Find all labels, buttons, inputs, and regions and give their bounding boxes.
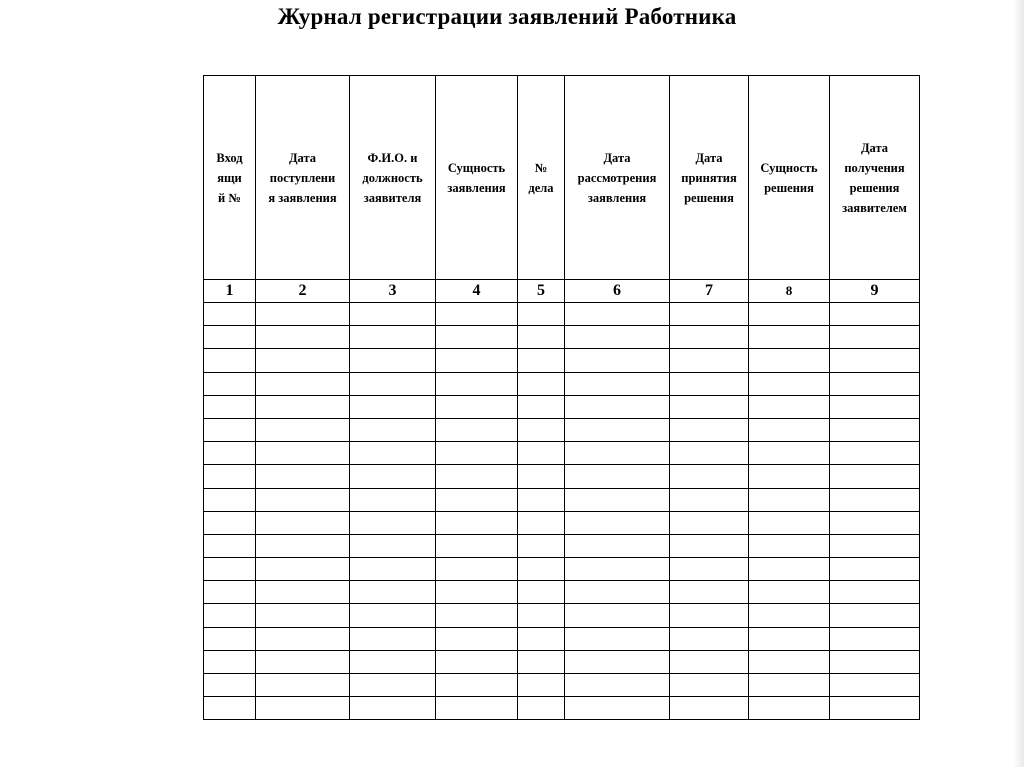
column-header-line: поступлени xyxy=(269,170,336,185)
table-cell xyxy=(565,395,670,418)
table-cell xyxy=(204,650,256,673)
table-cell xyxy=(256,326,350,349)
column-header-line: Дата xyxy=(860,140,889,155)
table-cell xyxy=(204,488,256,511)
table-cell xyxy=(350,303,436,326)
table-cell xyxy=(204,558,256,581)
table-cell xyxy=(350,511,436,534)
column-number-4: 4 xyxy=(436,280,518,303)
table-cell xyxy=(256,650,350,673)
table-cell xyxy=(749,650,830,673)
table-cell xyxy=(350,627,436,650)
table-cell xyxy=(256,442,350,465)
table-cell xyxy=(749,418,830,441)
table-cell xyxy=(565,349,670,372)
table-cell xyxy=(830,604,920,627)
table-cell xyxy=(350,395,436,418)
table-row xyxy=(204,395,920,418)
column-header-line: ящи xyxy=(217,170,242,185)
table-cell xyxy=(830,558,920,581)
column-number-1: 1 xyxy=(204,280,256,303)
table-cell xyxy=(518,511,565,534)
table-cell xyxy=(830,465,920,488)
table-cell xyxy=(256,511,350,534)
table-cell xyxy=(565,303,670,326)
table-cell xyxy=(436,511,518,534)
table-cell xyxy=(204,442,256,465)
table-row xyxy=(204,372,920,395)
table-cell xyxy=(518,534,565,557)
table-cell xyxy=(518,488,565,511)
column-header-line: Сущность xyxy=(760,160,818,175)
table-cell xyxy=(830,326,920,349)
table-cell xyxy=(518,395,565,418)
table-cell xyxy=(565,674,670,697)
table-cell xyxy=(204,303,256,326)
table-cell xyxy=(256,604,350,627)
table-cell xyxy=(670,372,749,395)
column-header-line: заявителем xyxy=(842,200,907,215)
column-header-line: й № xyxy=(218,190,241,205)
table-cell xyxy=(436,627,518,650)
table-cell xyxy=(670,581,749,604)
table-cell xyxy=(830,534,920,557)
table-cell xyxy=(749,395,830,418)
table-cell xyxy=(830,581,920,604)
table-cell xyxy=(204,465,256,488)
table-cell xyxy=(830,511,920,534)
table-cell xyxy=(749,558,830,581)
table-cell xyxy=(204,581,256,604)
table-cell xyxy=(350,418,436,441)
table-cell xyxy=(565,581,670,604)
table-cell xyxy=(670,395,749,418)
table-cell xyxy=(256,349,350,372)
table-cell xyxy=(436,558,518,581)
table-row xyxy=(204,558,920,581)
table-cell xyxy=(518,372,565,395)
table-cell xyxy=(436,349,518,372)
table-row xyxy=(204,604,920,627)
column-number-3: 3 xyxy=(350,280,436,303)
table-cell xyxy=(518,418,565,441)
table-cell xyxy=(436,442,518,465)
table-cell xyxy=(256,395,350,418)
column-header-line: получения xyxy=(844,160,905,175)
column-number-5: 5 xyxy=(518,280,565,303)
table-cell xyxy=(256,674,350,697)
column-header-line: я заявления xyxy=(268,190,337,205)
table-cell xyxy=(436,581,518,604)
column-header-line: Сущность xyxy=(447,160,506,175)
table-cell xyxy=(749,442,830,465)
table-cell xyxy=(670,558,749,581)
table-cell xyxy=(256,418,350,441)
table-cell xyxy=(256,697,350,720)
table-cell xyxy=(350,604,436,627)
column-number-9: 9 xyxy=(830,280,920,303)
table-row xyxy=(204,534,920,557)
column-header-line: решения xyxy=(684,190,734,205)
table-cell xyxy=(565,326,670,349)
table-cell xyxy=(749,488,830,511)
table-cell xyxy=(830,349,920,372)
table-cell xyxy=(436,534,518,557)
table-row xyxy=(204,303,920,326)
column-header-1 xyxy=(204,76,256,280)
table-cell xyxy=(518,627,565,650)
table-cell xyxy=(749,349,830,372)
table-cell xyxy=(830,303,920,326)
table-cell xyxy=(670,674,749,697)
table-cell xyxy=(830,488,920,511)
table-cell xyxy=(670,442,749,465)
column-header-line: Ф.И.О. и xyxy=(367,150,418,165)
table-cell xyxy=(350,465,436,488)
table-cell xyxy=(256,488,350,511)
table-cell xyxy=(749,581,830,604)
table-cell xyxy=(749,697,830,720)
table-cell xyxy=(256,627,350,650)
table-cell xyxy=(670,627,749,650)
column-header-9 xyxy=(830,76,920,280)
column-header-5 xyxy=(518,76,565,280)
table-cell xyxy=(518,604,565,627)
table-cell xyxy=(350,581,436,604)
table-cell xyxy=(830,674,920,697)
table-cell xyxy=(350,372,436,395)
column-number-row xyxy=(204,280,920,303)
table-cell xyxy=(436,604,518,627)
table-cell xyxy=(204,511,256,534)
table-row xyxy=(204,349,920,372)
table-cell xyxy=(830,650,920,673)
table-cell xyxy=(350,442,436,465)
table-row xyxy=(204,488,920,511)
table-cell xyxy=(749,604,830,627)
table-cell xyxy=(565,604,670,627)
table-cell xyxy=(670,650,749,673)
column-header-3 xyxy=(350,76,436,280)
table-cell xyxy=(518,303,565,326)
column-header-line: Дата xyxy=(288,150,317,165)
table-cell xyxy=(749,511,830,534)
table-cell xyxy=(565,558,670,581)
column-number-8: 8 xyxy=(749,280,830,303)
table-cell xyxy=(565,488,670,511)
table-cell xyxy=(436,650,518,673)
table-cell xyxy=(830,372,920,395)
table-cell xyxy=(204,627,256,650)
table-cell xyxy=(749,303,830,326)
table-cell xyxy=(350,349,436,372)
column-header-4 xyxy=(436,76,518,280)
table-cell xyxy=(565,534,670,557)
column-number-2: 2 xyxy=(256,280,350,303)
table-cell xyxy=(436,465,518,488)
column-header-line: решения xyxy=(764,180,814,195)
table-cell xyxy=(670,534,749,557)
table-cell xyxy=(518,442,565,465)
table-cell xyxy=(204,372,256,395)
table-cell xyxy=(436,488,518,511)
table-cell xyxy=(350,558,436,581)
table-row xyxy=(204,326,920,349)
table-cell xyxy=(436,372,518,395)
table-cell xyxy=(256,303,350,326)
table-cell xyxy=(565,372,670,395)
table-cell xyxy=(565,465,670,488)
table-cell xyxy=(204,418,256,441)
column-header-line: Дата xyxy=(695,150,723,165)
column-header-line: заявления xyxy=(587,190,647,205)
column-number-7: 7 xyxy=(670,280,749,303)
table-cell xyxy=(518,674,565,697)
table-cell xyxy=(565,442,670,465)
table-cell xyxy=(204,674,256,697)
column-header-line: решения xyxy=(849,180,900,195)
column-header-line: рассмотрения xyxy=(577,170,657,185)
table-cell xyxy=(204,395,256,418)
table-cell xyxy=(670,303,749,326)
column-header-6 xyxy=(565,76,670,280)
table-cell xyxy=(436,326,518,349)
table-cell xyxy=(256,534,350,557)
table-cell xyxy=(670,418,749,441)
table-cell xyxy=(436,418,518,441)
column-header-7 xyxy=(670,76,749,280)
column-header-line: заявления xyxy=(447,180,506,195)
table-cell xyxy=(749,534,830,557)
table-cell xyxy=(204,326,256,349)
table-cell xyxy=(830,697,920,720)
table-cell xyxy=(256,581,350,604)
table-cell xyxy=(256,465,350,488)
table-cell xyxy=(436,395,518,418)
table-cell xyxy=(565,650,670,673)
table-row xyxy=(204,650,920,673)
table-cell xyxy=(670,326,749,349)
table-cell xyxy=(350,326,436,349)
table-row xyxy=(204,511,920,534)
table-cell xyxy=(830,442,920,465)
table-cell xyxy=(518,465,565,488)
table-cell xyxy=(670,697,749,720)
table-cell xyxy=(830,418,920,441)
table-cell xyxy=(436,697,518,720)
table-cell xyxy=(749,372,830,395)
table-cell xyxy=(518,326,565,349)
column-header-line: Вход xyxy=(216,150,243,165)
table-cell xyxy=(350,674,436,697)
table-cell xyxy=(749,627,830,650)
table-cell xyxy=(436,303,518,326)
column-header-line: дела xyxy=(528,180,554,195)
table-cell xyxy=(565,511,670,534)
table-cell xyxy=(518,558,565,581)
table-row xyxy=(204,418,920,441)
table-cell xyxy=(204,349,256,372)
column-header-line: принятия xyxy=(681,170,737,185)
page-edge-shadow xyxy=(1014,0,1024,767)
table-cell xyxy=(518,349,565,372)
table-cell xyxy=(256,372,350,395)
table-cell xyxy=(749,326,830,349)
table-row xyxy=(204,465,920,488)
column-header-2 xyxy=(256,76,350,280)
page-title: Журнал регистрации заявлений Работника xyxy=(277,4,737,29)
registration-journal-table xyxy=(203,75,920,720)
column-number-6: 6 xyxy=(565,280,670,303)
table-cell xyxy=(518,581,565,604)
table-cell xyxy=(749,465,830,488)
table-cell xyxy=(670,511,749,534)
table-row xyxy=(204,581,920,604)
table-cell xyxy=(565,627,670,650)
column-header-line: № xyxy=(534,160,548,175)
table-cell xyxy=(670,604,749,627)
table-cell xyxy=(670,488,749,511)
header-row xyxy=(204,76,920,280)
table-cell xyxy=(518,650,565,673)
table-row xyxy=(204,627,920,650)
table-cell xyxy=(204,604,256,627)
table-cell xyxy=(518,697,565,720)
table-cell xyxy=(670,465,749,488)
table-cell xyxy=(204,697,256,720)
table-cell xyxy=(350,650,436,673)
table-cell xyxy=(565,418,670,441)
table-cell xyxy=(670,349,749,372)
table-cell xyxy=(350,534,436,557)
table-row xyxy=(204,442,920,465)
column-header-line: Дата xyxy=(603,150,631,165)
table-cell xyxy=(256,558,350,581)
table-cell xyxy=(749,674,830,697)
table-cell xyxy=(565,697,670,720)
table-cell xyxy=(436,674,518,697)
table-row xyxy=(204,674,920,697)
table-cell xyxy=(204,534,256,557)
column-header-8 xyxy=(749,76,830,280)
column-header-line: заявителя xyxy=(363,190,422,205)
table-cell xyxy=(830,627,920,650)
table-cell xyxy=(350,488,436,511)
table-row xyxy=(204,697,920,720)
table-cell xyxy=(350,697,436,720)
column-header-line: должность xyxy=(362,170,423,185)
table-cell xyxy=(830,395,920,418)
